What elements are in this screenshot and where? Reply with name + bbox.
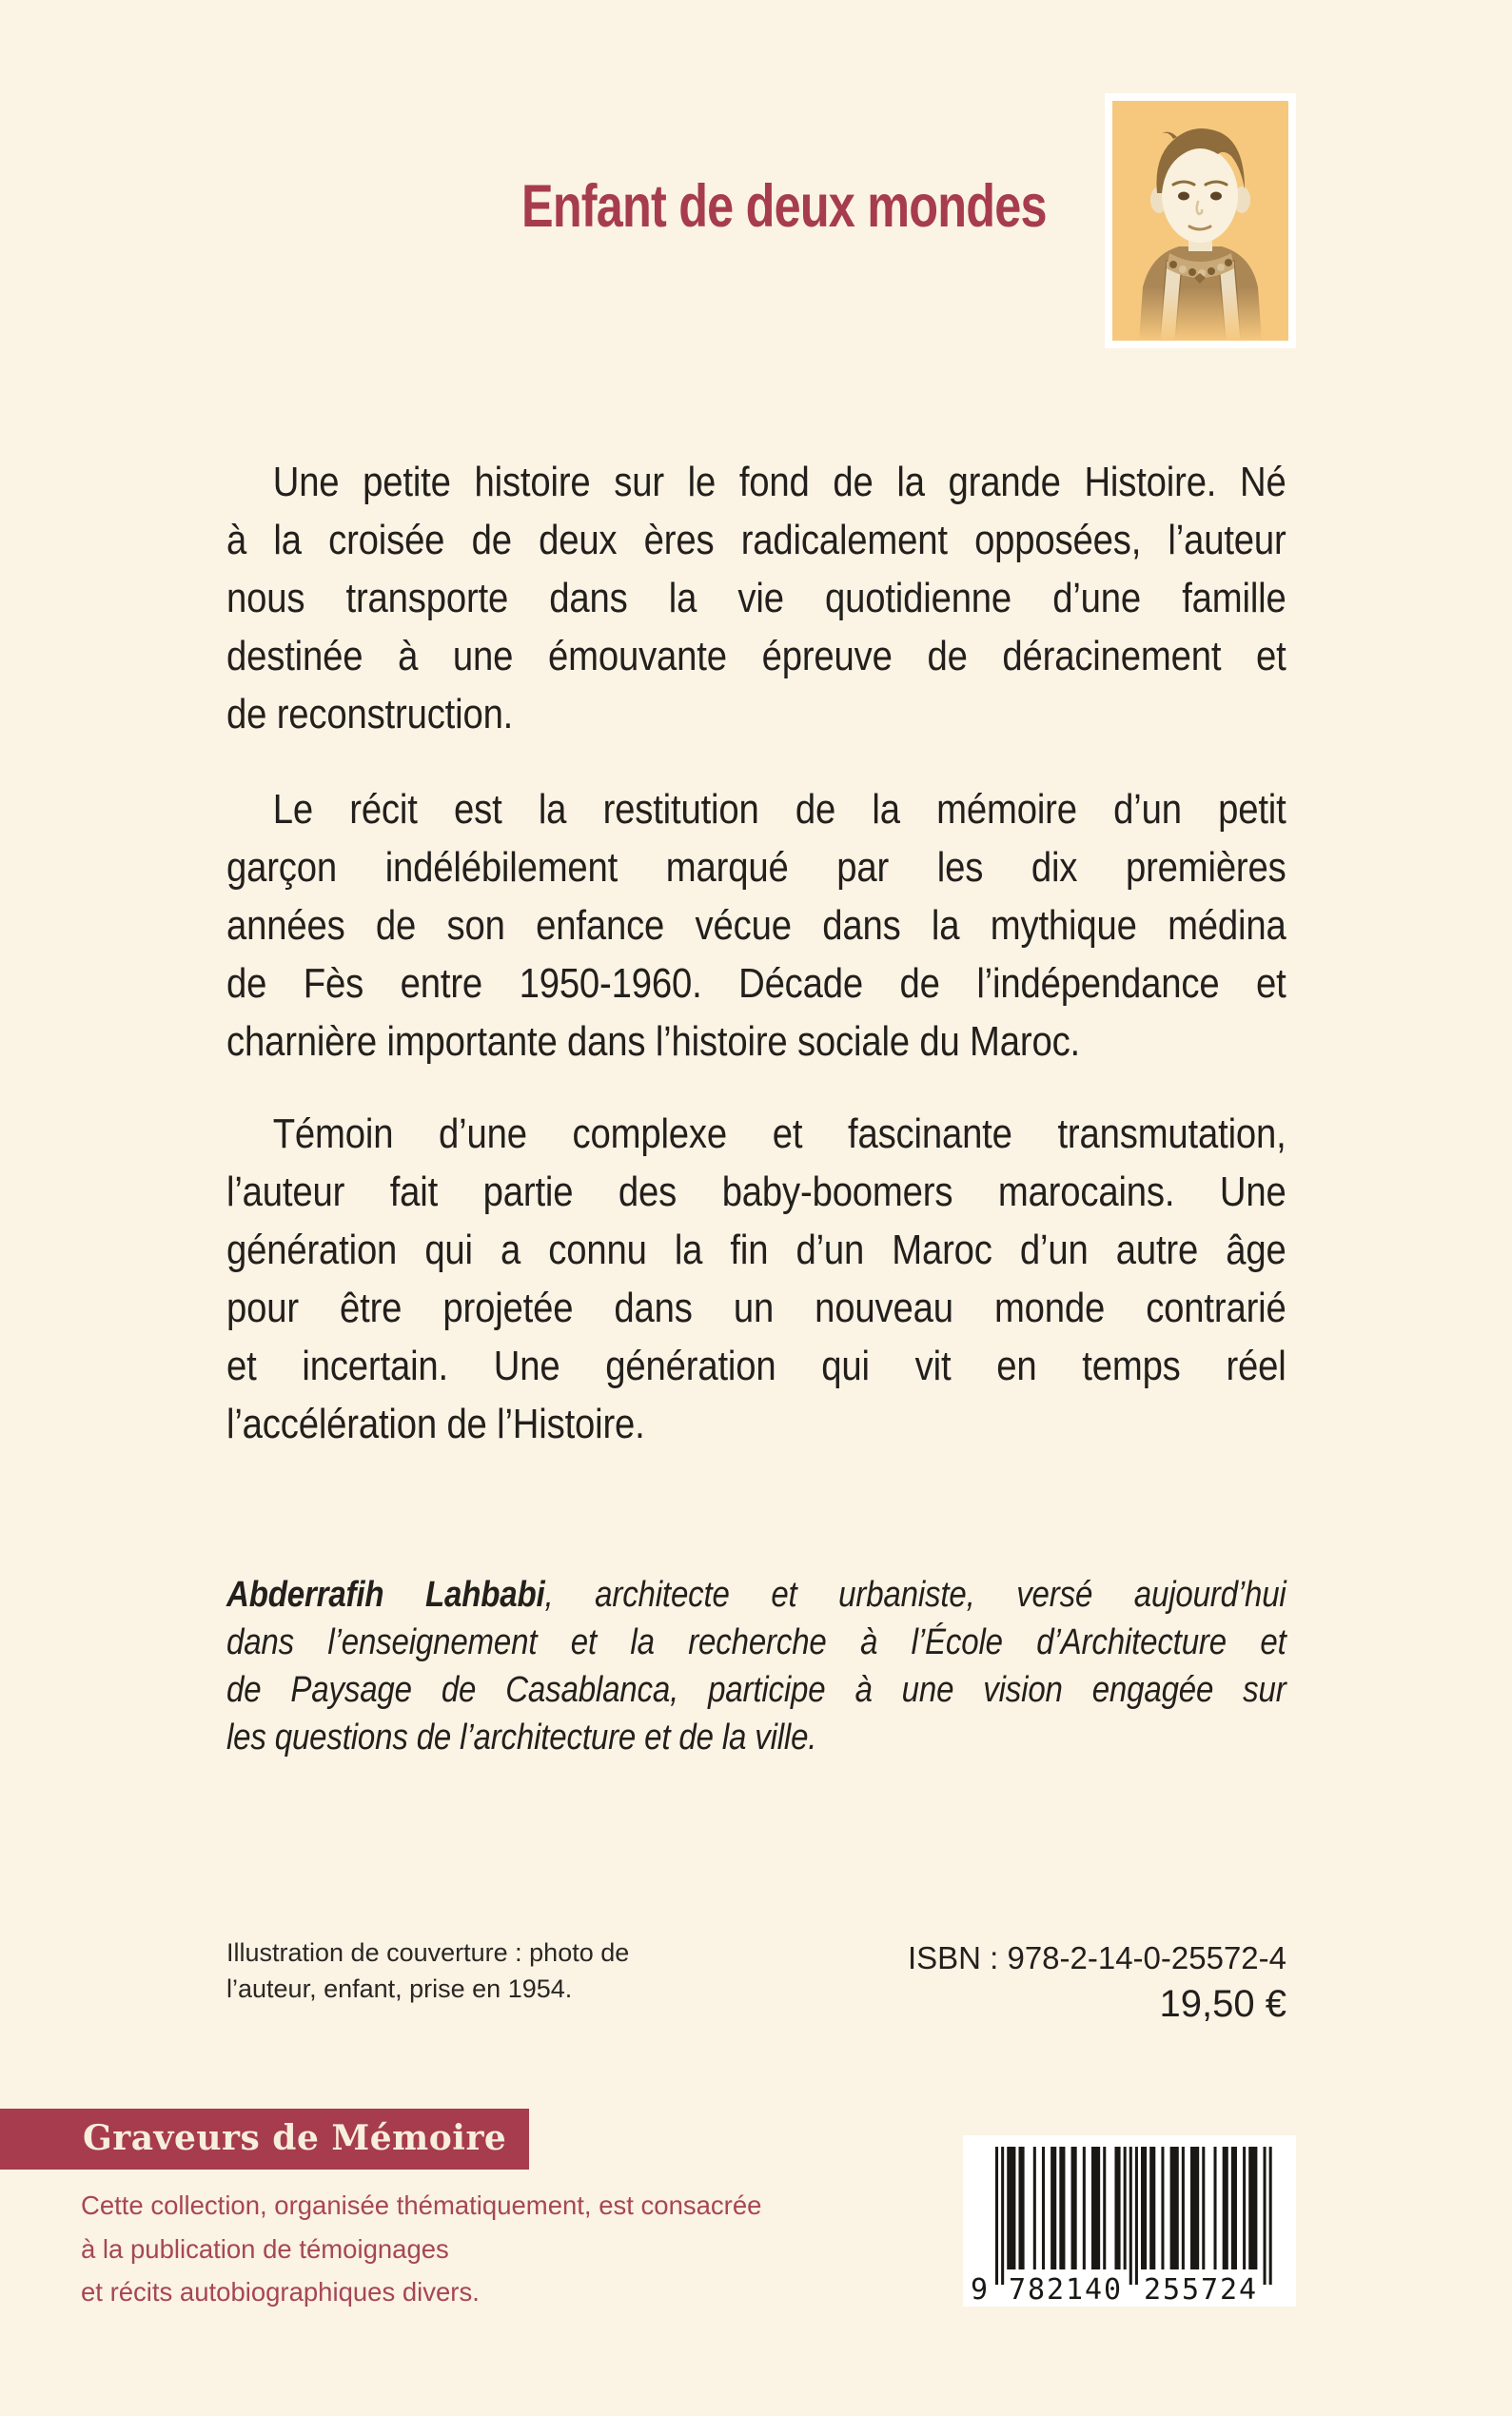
- synopsis-line: nous transporte dans la vie quotidienne d’une famille: [226, 575, 1286, 621]
- bio-line: dans l’enseignement et la recherche à l’École d’Architecture et: [226, 1622, 1286, 1662]
- author-bio: [226, 1571, 1286, 1761]
- barcode-digits: 782140: [1009, 2273, 1121, 2307]
- bio-lines: [226, 1619, 1286, 1761]
- barcode: [963, 2135, 1296, 2307]
- collection-name: Graveurs de Mémoire: [83, 2118, 507, 2158]
- barcode-digits: 255724: [1144, 2273, 1256, 2307]
- synopsis-line: génération qui a connu la fin d’un Maroc d’un autre âge: [226, 1227, 1286, 1273]
- synopsis-line: l’auteur fait partie des baby-boomers marocains. Une: [226, 1169, 1286, 1215]
- synopsis-paragraph-2: [226, 780, 1286, 1071]
- synopsis-line: années de son enfance vécue dans la mythique médina: [226, 902, 1286, 949]
- bio-line: de Paysage de Casablanca, participe à une vision engagée sur: [226, 1670, 1286, 1710]
- synopsis-paragraph-1: [226, 453, 1286, 743]
- synopsis-line: charnière importante dans l’histoire sociale du Maroc.: [226, 1018, 1081, 1065]
- synopsis-line: de Fès entre 1950-1960. Décade de l’indépendance et: [226, 960, 1286, 1007]
- collection-description: [81, 2184, 761, 2314]
- collection-description-line: Cette collection, organisée thématiquement, est consacrée: [81, 2190, 762, 2220]
- isbn-text: ISBN : 978-2-14-0-25572-4: [907, 1940, 1286, 1975]
- synopsis-line: l’accélération de l’Histoire.: [226, 1401, 645, 1447]
- credit-line: l’auteur, enfant, prise en 1954.: [226, 1974, 573, 2003]
- price-text: 19,50 €: [1159, 1983, 1286, 2025]
- synopsis-line: et incertain. Une génération qui vit en temps réel: [226, 1343, 1286, 1389]
- author-name: Abderrafih Lahbabi: [226, 1575, 545, 1615]
- book-title: Enfant de deux mondes: [521, 173, 1047, 240]
- bio-line: les questions de l’architecture et de la ville.: [226, 1718, 817, 1758]
- synopsis-line: garçon indélébilement marqué par les dix premières: [226, 844, 1286, 891]
- cover-photo: [1105, 93, 1296, 348]
- synopsis-line: Une petite histoire sur le fond de la grande Histoire. Né: [272, 459, 1286, 505]
- barcode-bars: [963, 2135, 1296, 2307]
- synopsis-line: à la croisée de deux ères radicalement opposées, l’auteur: [226, 517, 1286, 563]
- child-portrait-illustration: [1112, 101, 1288, 341]
- synopsis-line: pour être projetée dans un nouveau monde contrarié: [226, 1285, 1286, 1331]
- synopsis-paragraph-3: [226, 1105, 1286, 1453]
- collection-description-line: à la publication de témoignages: [81, 2233, 449, 2264]
- synopsis-line: Le récit est la restitution de la mémoire d’un petit: [272, 786, 1286, 833]
- isbn-price-block: [908, 1936, 1286, 2028]
- barcode-digits: 9: [971, 2273, 989, 2307]
- collection-description-line: et récits autobiographiques divers.: [81, 2277, 480, 2307]
- bio-line-1-rest: , architecte et urbaniste, versé aujourd’hui: [544, 1575, 1286, 1615]
- credit-line: Illustration de couverture : photo de: [226, 1938, 630, 1967]
- synopsis-line: destinée à une émouvante épreuve de déracinement et: [226, 633, 1286, 679]
- bio-line-1: [226, 1571, 1286, 1619]
- collection-banner: [0, 2109, 529, 2170]
- cover-credit: [226, 1935, 629, 2007]
- synopsis-line: de reconstruction.: [226, 691, 514, 737]
- synopsis-line: Témoin d’une complexe et fascinante transmutation,: [272, 1110, 1286, 1157]
